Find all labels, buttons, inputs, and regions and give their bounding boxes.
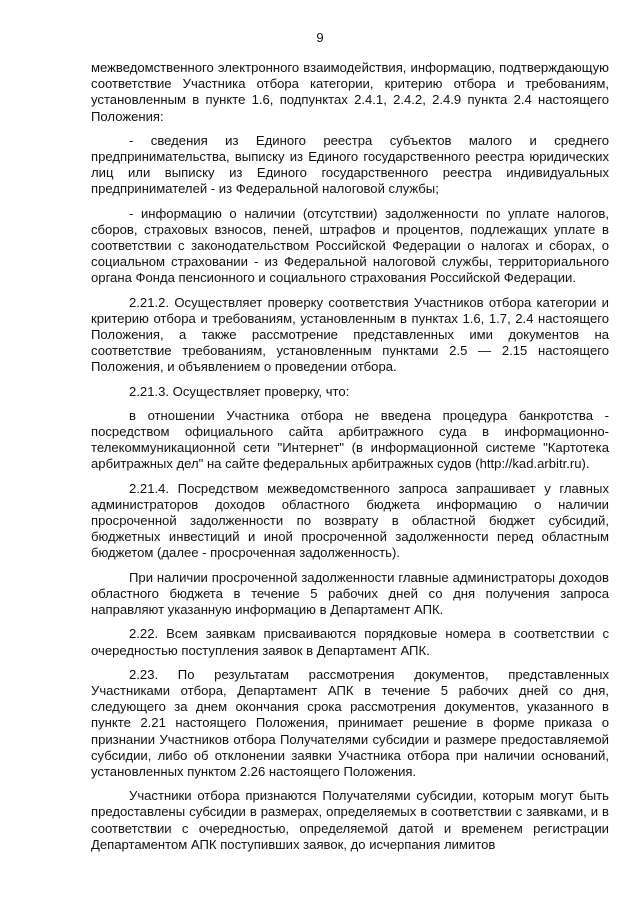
paragraph-recipients: Участники отбора признаются Получателями субсидии, которым могут быть предоставлены субсидии в размерах, определяемых в соответствии с заявками, и в соответствии с очередностью, определяемой датой и временем регистрации Департаментом АПК поступивших заявок, до исчерпания лимитов: [91, 788, 609, 852]
page-number: 9: [316, 30, 324, 45]
paragraph-2-21-3: 2.21.3. Осуществляет проверку, что:: [129, 383, 350, 399]
document-body: [91, 60, 609, 861]
paragraph-2-23: 2.23. По результатам рассмотрения документов, представленных Участниками отбора, Департамент АПК в течение 5 рабочих дней со дня, следующего за днем окончания срока рассмотрения документов, указанного в пункте 2.21 настоящего Положения, принимает решение в форме приказа о признании Участников отбора Получателями субсидии и размере предоставляемой субсидии, либо об отклонении заявки Участника отбора при наличии оснований, установленных пунктом 2.26 настоящего Положения.: [91, 666, 609, 779]
paragraph-2-22: 2.22. Всем заявкам присваиваются порядковые номера в соответствии с очередностью поступления заявок в Департамент АПК.: [91, 626, 609, 658]
paragraph-overdue-debt: При наличии просроченной задолженности главные администраторы доходов областного бюджета в течение 5 рабочих дней со дня получения запроса направляют указанную информацию в Департамент АПК.: [91, 569, 609, 618]
paragraph-continuation: межведомственного электронного взаимодействия, информацию, подтверждающую соответствие Участника отбора категории, критерию отбора и требованиям, установленным в пункте 1.6, подпунктах 2.4.1, 2.4.2, 2.4.9 пункта 2.4 настоящего Положения:: [91, 60, 609, 124]
paragraph-tax-debt-info: - информацию о наличии (отсутствии) задолженности по уплате налогов, сборов, страховых взносов, пеней, штрафов и процентов, подлежащих уплате в соответствии с законодательством Российской Федерации о налогах и сборах, о социальном страховании - из Федеральной налоговой службы, территориального органа Фонда пенсионного и социального страхования Российской Федерации.: [91, 205, 609, 286]
paragraph-2-21-4: 2.21.4. Посредством межведомственного запроса запрашивает у главных администраторов доходов областного бюджета информацию о наличии просроченной задолженности по возврату в областной бюджет субсидий, бюджетных инвестиций и иной просроченной задолженности перед областным бюджетом (далее - просроченная задолженность).: [91, 480, 609, 561]
paragraph-egrul-extract: - сведения из Единого реестра субъектов малого и среднего предпринимательства, выписку из Единого государственного реестра юридических лиц или выписку из Единого государственного реестра индивидуальных предпринимателей - из Федеральной налоговой службы;: [91, 132, 609, 197]
paragraph-2-21-2: 2.21.2. Осуществляет проверку соответствия Участников отбора категории и критерию отбора и требованиям, установленным в пунктах 1.6, 1.7, 2.4 настоящего Положения, а также рассмотрение представленных ими документов на соответствие требованиям, установленным пунктами 2.5 — 2.15 настоящего Положения, и объявлением о проведении отбора.: [91, 294, 609, 375]
paragraph-bankruptcy-check: в отношении Участника отбора не введена процедура банкротства - посредством официального сайта арбитражного суда в информационно-телекоммуникационной сети "Интернет" (в информационной системе "Картотека арбитражных дел" на сайте федеральных арбитражных судов (http://kad.arbitr.ru).: [91, 407, 609, 472]
